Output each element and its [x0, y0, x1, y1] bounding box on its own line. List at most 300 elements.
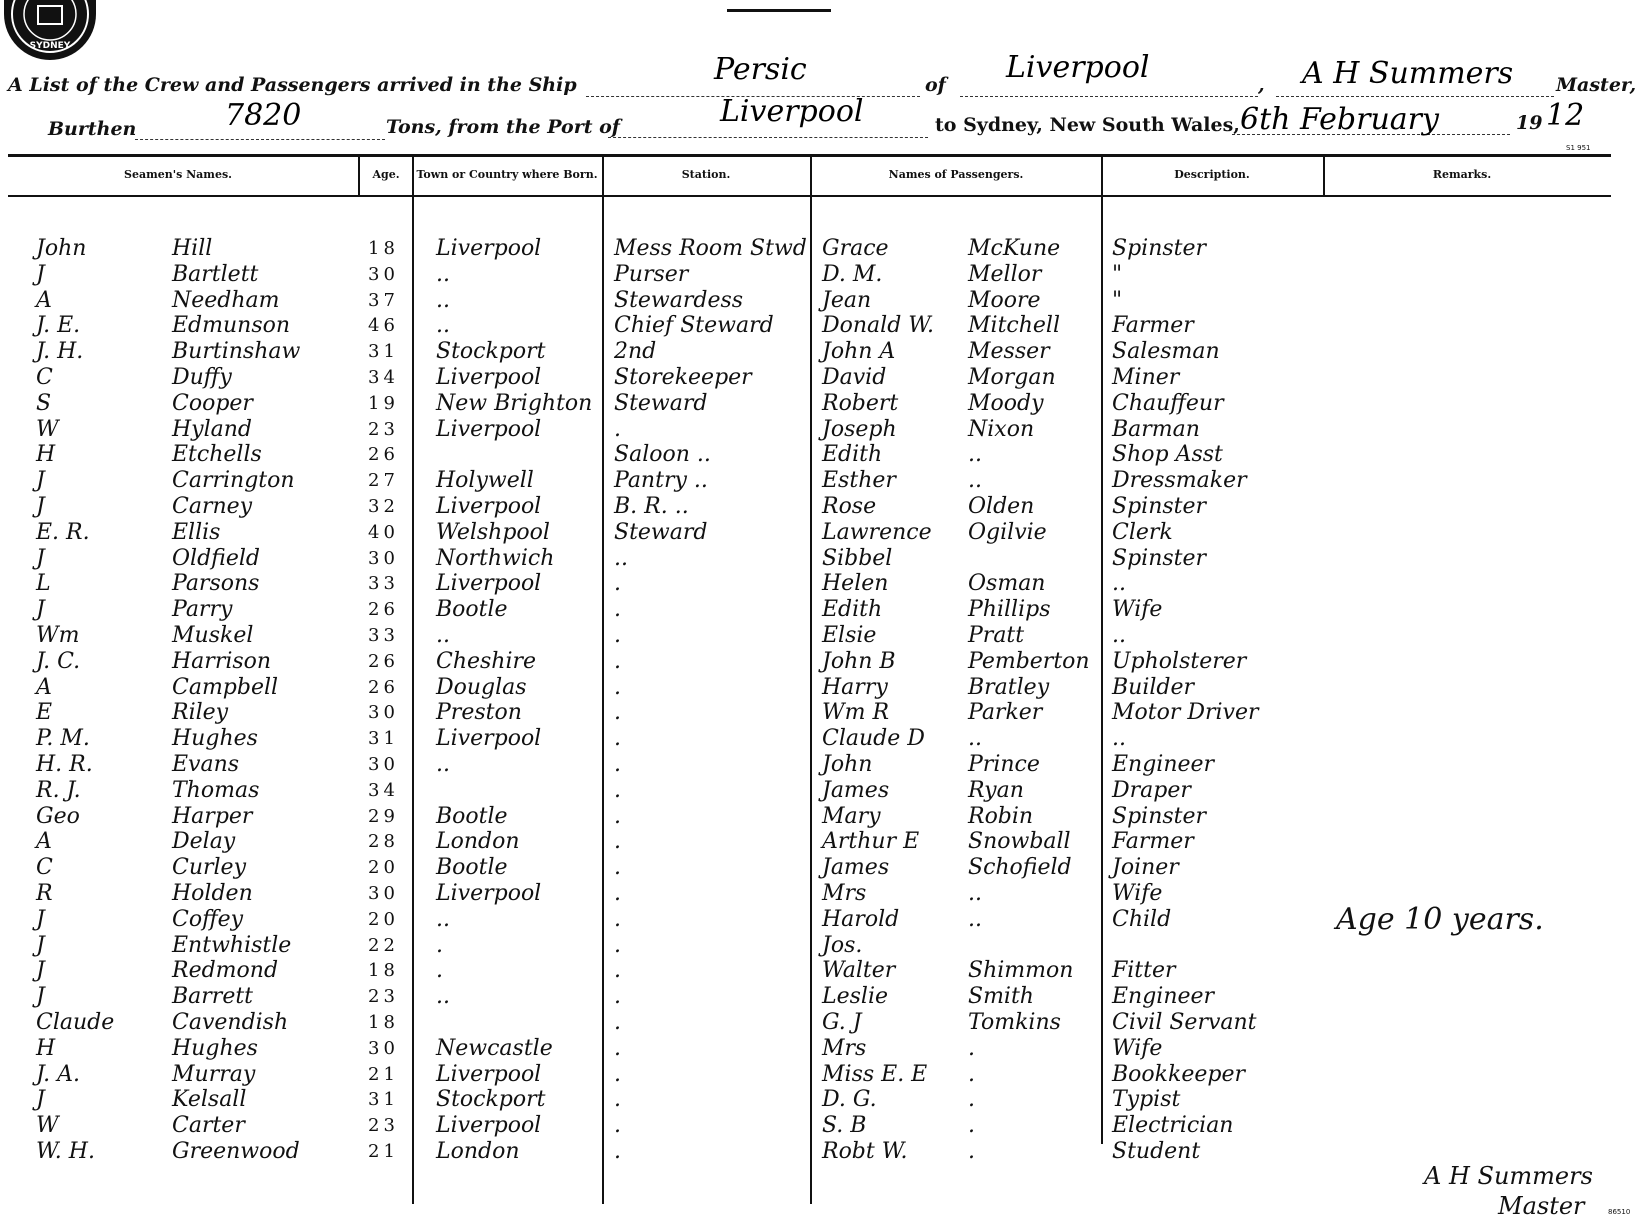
passenger-description: Joiner: [1112, 855, 1179, 880]
seaman-surname: Muskel: [172, 623, 254, 648]
from-port-line: [608, 137, 928, 138]
passenger-surname: Shimmon: [968, 958, 1074, 983]
seaman-surname: Kelsall: [172, 1087, 247, 1112]
col-head-born: Town or Country where Born.: [416, 168, 598, 181]
birthplace: Liverpool: [436, 1062, 542, 1087]
passenger-description: Engineer: [1112, 984, 1215, 1009]
station: Stewardess: [614, 288, 744, 313]
station: Pantry ..: [614, 468, 708, 493]
passenger-first-name: Mrs: [822, 881, 867, 906]
station: .: [614, 829, 621, 854]
passenger-surname: Phillips: [968, 597, 1051, 622]
passenger-first-name: Mary: [822, 804, 881, 829]
passenger-surname: ..: [968, 907, 982, 932]
passenger-first-name: Arthur E: [822, 829, 920, 854]
passenger-surname: ..: [968, 442, 982, 467]
year-suffix: 12: [1546, 98, 1585, 133]
station: .: [614, 907, 621, 932]
seaman-first-name: C: [36, 365, 53, 390]
seaman-age: 33: [368, 625, 399, 646]
seaman-surname: Redmond: [172, 958, 279, 983]
passenger-description: ": [1112, 288, 1123, 313]
seaman-first-name: J: [36, 984, 45, 1009]
seaman-age: 18: [368, 238, 399, 259]
passenger-surname: ..: [968, 881, 982, 906]
birthplace: .: [436, 958, 443, 983]
station: ..: [614, 546, 628, 571]
passenger-first-name: G. J: [822, 1010, 862, 1035]
passenger-first-name: Harry: [822, 675, 888, 700]
passenger-surname: Robin: [968, 804, 1034, 829]
station: Steward: [614, 520, 708, 545]
station: .: [614, 933, 621, 958]
birthplace: Liverpool: [436, 881, 542, 906]
seaman-age: 30: [368, 1038, 399, 1059]
seaman-surname: Harper: [172, 804, 253, 829]
passenger-description: Chauffeur: [1112, 391, 1224, 416]
seaman-surname: Murray: [172, 1062, 256, 1087]
station: .: [614, 675, 621, 700]
station: Mess Room Stwd: [614, 236, 807, 261]
seaman-surname: Parsons: [172, 571, 260, 596]
passenger-description: Upholsterer: [1112, 649, 1247, 674]
birthplace: ..: [436, 313, 450, 338]
passenger-first-name: John B: [822, 649, 896, 674]
seaman-surname: Hyland: [172, 417, 253, 442]
seaman-age: 21: [368, 1141, 399, 1162]
passenger-description: Builder: [1112, 675, 1195, 700]
seaman-first-name: Claude: [36, 1010, 115, 1035]
birthplace: Liverpool: [436, 236, 542, 261]
seaman-age: 21: [368, 1064, 399, 1085]
station: Saloon ..: [614, 442, 711, 467]
seaman-first-name: W: [36, 417, 59, 442]
seaman-surname: Bartlett: [172, 262, 259, 287]
birthplace: Liverpool: [436, 417, 542, 442]
birthplace: Liverpool: [436, 365, 542, 390]
birthplace: Liverpool: [436, 1113, 542, 1138]
passenger-first-name: Elsie: [822, 623, 877, 648]
seaman-surname: Curley: [172, 855, 247, 880]
remark-age: Age 10 years.: [1336, 902, 1544, 937]
birthplace: Holywell: [436, 468, 534, 493]
birthplace: London: [436, 1139, 520, 1164]
top-bar-mark: [727, 9, 831, 12]
seaman-age: 20: [368, 909, 399, 930]
seaman-first-name: J: [36, 907, 45, 932]
passenger-description: ..: [1112, 623, 1126, 648]
year-prefix: 19: [1516, 112, 1543, 134]
passenger-description: Draper: [1112, 778, 1191, 803]
seaman-age: 28: [368, 831, 399, 852]
to-label: to Sydney, New South Wales,: [935, 114, 1240, 136]
passenger-first-name: Wm R: [822, 700, 890, 725]
passenger-first-name: Edith: [822, 597, 883, 622]
seaman-first-name: A: [36, 675, 52, 700]
seaman-age: 34: [368, 367, 399, 388]
passenger-description: Typist: [1112, 1087, 1181, 1112]
seaman-surname: Duffy: [172, 365, 232, 390]
seaman-first-name: C: [36, 855, 53, 880]
of-port-line: [960, 96, 1258, 97]
seaman-first-name: H: [36, 442, 56, 467]
passenger-description: Spinster: [1112, 236, 1207, 261]
passenger-surname: .: [968, 1113, 975, 1138]
passenger-description: ..: [1112, 726, 1126, 751]
passenger-surname: Mitchell: [968, 313, 1060, 338]
seaman-age: 18: [368, 1012, 399, 1033]
seaman-surname: Etchells: [172, 442, 262, 467]
passenger-first-name: David: [822, 365, 887, 390]
seaman-surname: Thomas: [172, 778, 260, 803]
passenger-description: Barman: [1112, 417, 1200, 442]
birthplace: Bootle: [436, 855, 508, 880]
passenger-description: Fitter: [1112, 958, 1176, 983]
seaman-age: 20: [368, 857, 399, 878]
seaman-age: 26: [368, 599, 399, 620]
birthplace: Newcastle: [436, 1036, 553, 1061]
passenger-surname: Snowball: [968, 829, 1071, 854]
seaman-surname: Oldfield: [172, 546, 260, 571]
seaman-first-name: A: [36, 829, 52, 854]
station: .: [614, 623, 621, 648]
seaman-surname: Harrison: [172, 649, 272, 674]
seaman-age: 40: [368, 522, 399, 543]
seaman-surname: Carter: [172, 1113, 245, 1138]
seaman-age: 29: [368, 806, 399, 827]
tons-value: 7820: [225, 98, 302, 133]
passenger-first-name: Mrs: [822, 1036, 867, 1061]
passenger-surname: Pratt: [968, 623, 1025, 648]
birthplace: Liverpool: [436, 571, 542, 596]
passenger-description: Shop Asst: [1112, 442, 1223, 467]
birthplace: .: [436, 933, 443, 958]
station: Steward: [614, 391, 708, 416]
passenger-surname: Morgan: [968, 365, 1056, 390]
seaman-age: 23: [368, 1115, 399, 1136]
station: .: [614, 1062, 621, 1087]
station: .: [614, 881, 621, 906]
seaman-age: 30: [368, 754, 399, 775]
passenger-surname: .: [968, 1139, 975, 1164]
passenger-description: Wife: [1112, 881, 1163, 906]
signature-name: A H Summers: [1424, 1162, 1593, 1190]
birthplace: Liverpool: [436, 494, 542, 519]
seaman-surname: Edmunson: [172, 313, 291, 338]
seaman-first-name: J: [36, 546, 45, 571]
passenger-first-name: S. B: [822, 1113, 867, 1138]
seaman-age: 26: [368, 444, 399, 465]
passenger-surname: Smith: [968, 984, 1034, 1009]
passenger-surname: McKune: [968, 236, 1061, 261]
burthen-line: [135, 139, 385, 140]
seaman-first-name: E: [36, 700, 53, 725]
seaman-surname: Carney: [172, 494, 253, 519]
passenger-first-name: Lawrence: [822, 520, 932, 545]
passenger-description: Farmer: [1112, 829, 1194, 854]
col-head-passengers: Names of Passengers.: [888, 168, 1024, 181]
birthplace: ..: [436, 288, 450, 313]
from-port: Liverpool: [720, 94, 864, 129]
passenger-surname: .: [968, 1036, 975, 1061]
stamp-text: SYDNEY: [29, 41, 71, 51]
signature-title: Master: [1498, 1192, 1585, 1220]
station: .: [614, 700, 621, 725]
col-divider-2: [412, 154, 414, 1204]
station: .: [614, 1139, 621, 1164]
passenger-first-name: Walter: [822, 958, 896, 983]
seaman-first-name: P. M.: [36, 726, 90, 751]
seaman-first-name: J: [36, 933, 45, 958]
station: .: [614, 752, 621, 777]
tons-label: Tons, from the Port of: [386, 116, 620, 138]
passenger-first-name: Grace: [822, 236, 889, 261]
seaman-surname: Cooper: [172, 391, 253, 416]
passenger-first-name: James: [822, 778, 890, 803]
passenger-first-name: John A: [822, 339, 896, 364]
birthplace: Bootle: [436, 597, 508, 622]
seaman-first-name: Wm: [36, 623, 80, 648]
seaman-first-name: J. E.: [36, 313, 81, 338]
form-code: S1 951: [1566, 144, 1591, 152]
passenger-surname: Prince: [968, 752, 1040, 777]
station: .: [614, 571, 621, 596]
station: .: [614, 804, 621, 829]
birthplace: ..: [436, 907, 450, 932]
station: .: [614, 855, 621, 880]
birthplace: Preston: [436, 700, 522, 725]
seaman-first-name: John: [36, 236, 87, 261]
station: .: [614, 1087, 621, 1112]
passenger-surname: Parker: [968, 700, 1043, 725]
seaman-first-name: R. J.: [36, 778, 81, 803]
passenger-description: Spinster: [1112, 494, 1207, 519]
seaman-age: 30: [368, 883, 399, 904]
master-name: A H Summers: [1302, 56, 1514, 91]
passenger-first-name: Robt W.: [822, 1139, 908, 1164]
passenger-surname: ..: [968, 468, 982, 493]
seaman-surname: Barrett: [172, 984, 254, 1009]
col-head-description: Description.: [1174, 168, 1250, 181]
seaman-age: 34: [368, 780, 399, 801]
seaman-age: 31: [368, 341, 399, 362]
passenger-surname: Nixon: [968, 417, 1035, 442]
seaman-age: 23: [368, 419, 399, 440]
passenger-first-name: Jean: [822, 288, 872, 313]
seaman-first-name: Geo: [36, 804, 80, 829]
col-divider-3: [602, 154, 604, 1204]
passenger-description: Salesman: [1112, 339, 1220, 364]
seaman-age: 18: [368, 960, 399, 981]
seaman-first-name: H. R.: [36, 752, 93, 777]
seaman-first-name: J. A.: [36, 1062, 80, 1087]
station: .: [614, 1113, 621, 1138]
birthplace: Welshpool: [436, 520, 550, 545]
col-head-station: Station.: [681, 168, 731, 181]
passenger-surname: Schofield: [968, 855, 1072, 880]
seaman-first-name: J: [36, 1087, 45, 1112]
passenger-description: Child: [1112, 907, 1172, 932]
passenger-surname: .: [968, 1062, 975, 1087]
seaman-age: 32: [368, 496, 399, 517]
col-head-seamen: Seamen's Names.: [124, 168, 232, 181]
seaman-age: 26: [368, 651, 399, 672]
seaman-first-name: J: [36, 958, 45, 983]
passenger-first-name: Donald W.: [822, 313, 935, 338]
seaman-age: 37: [368, 290, 399, 311]
seaman-first-name: H: [36, 1036, 56, 1061]
station: Chief Steward: [614, 313, 774, 338]
seaman-surname: Riley: [172, 700, 229, 725]
seaman-first-name: S: [36, 391, 52, 416]
station: .: [614, 1036, 621, 1061]
station: B. R. ..: [614, 494, 689, 519]
seaman-surname: Delay: [172, 829, 236, 854]
passenger-description: Farmer: [1112, 313, 1194, 338]
passenger-description: Dressmaker: [1112, 468, 1247, 493]
seaman-surname: Carrington: [172, 468, 295, 493]
seaman-first-name: L: [36, 571, 51, 596]
passenger-description: Wife: [1112, 1036, 1163, 1061]
station: .: [614, 597, 621, 622]
passenger-surname: Tomkins: [968, 1010, 1061, 1035]
seaman-age: 31: [368, 728, 399, 749]
seaman-surname: Campbell: [172, 675, 279, 700]
passenger-first-name: Helen: [822, 571, 889, 596]
passenger-description: ": [1112, 262, 1123, 287]
seaman-surname: Holden: [172, 881, 253, 906]
col-head-remarks: Remarks.: [1432, 168, 1492, 181]
passenger-first-name: D. G.: [822, 1087, 877, 1112]
passenger-first-name: Edith: [822, 442, 883, 467]
burthen-label: Burthen: [48, 118, 137, 140]
of-label: of: [925, 74, 946, 96]
passenger-description: Miner: [1112, 365, 1180, 390]
seaman-first-name: J: [36, 597, 45, 622]
passenger-surname: Ogilvie: [968, 520, 1047, 545]
passenger-description: Electrician: [1112, 1113, 1234, 1138]
seaman-first-name: A: [36, 288, 52, 313]
station: .: [614, 417, 621, 442]
birthplace: London: [436, 829, 520, 854]
seaman-age: 30: [368, 702, 399, 723]
station: .: [614, 778, 621, 803]
passenger-description: Student: [1112, 1139, 1201, 1164]
passenger-first-name: Harold: [822, 907, 900, 932]
passenger-first-name: D. M.: [822, 262, 883, 287]
birthplace: Liverpool: [436, 726, 542, 751]
seaman-age: 31: [368, 1089, 399, 1110]
seaman-age: 26: [368, 677, 399, 698]
footer-code: 86510: [1608, 1208, 1631, 1216]
master-label: Master,: [1556, 74, 1637, 96]
seaman-first-name: J. H.: [36, 339, 84, 364]
passenger-description: Motor Driver: [1112, 700, 1259, 725]
seaman-first-name: J: [36, 494, 45, 519]
seaman-surname: Hill: [172, 236, 213, 261]
passenger-first-name: Leslie: [822, 984, 889, 1009]
station: .: [614, 649, 621, 674]
ship-name: Persic: [714, 52, 807, 87]
seaman-surname: Evans: [172, 752, 240, 777]
seaman-surname: Entwhistle: [172, 933, 292, 958]
seaman-first-name: W. H.: [36, 1139, 95, 1164]
station: .: [614, 1010, 621, 1035]
header-comma: ,: [1258, 74, 1265, 96]
col-divider-1: [358, 154, 360, 196]
passenger-surname: Olden: [968, 494, 1035, 519]
passenger-surname: ..: [968, 726, 982, 751]
seaman-age: 46: [368, 315, 399, 336]
station: Purser: [614, 262, 689, 287]
birthplace: Northwich: [436, 546, 555, 571]
passenger-surname: Moody: [968, 391, 1044, 416]
passenger-description: Clerk: [1112, 520, 1173, 545]
birthplace: ..: [436, 262, 450, 287]
seaman-age: 33: [368, 573, 399, 594]
passenger-surname: .: [968, 1087, 975, 1112]
passenger-first-name: Claude D: [822, 726, 925, 751]
passenger-description: Wife: [1112, 597, 1163, 622]
passenger-first-name: Esther: [822, 468, 896, 493]
birthplace: New Brighton: [436, 391, 593, 416]
seaman-age: 30: [368, 264, 399, 285]
seaman-surname: Hughes: [172, 1036, 258, 1061]
seaman-first-name: J: [36, 262, 45, 287]
seaman-surname: Coffey: [172, 907, 244, 932]
seaman-first-name: E. R.: [36, 520, 90, 545]
archive-stamp: [4, 0, 96, 60]
station: Storekeeper: [614, 365, 752, 390]
passenger-first-name: Rose: [822, 494, 877, 519]
seaman-surname: Ellis: [172, 520, 221, 545]
seaman-surname: Needham: [172, 288, 280, 313]
seaman-surname: Greenwood: [172, 1139, 300, 1164]
stamp-seal-icon: [4, 0, 96, 60]
passenger-surname: Bratley: [968, 675, 1050, 700]
col-divider-4: [810, 154, 812, 1204]
station: .: [614, 726, 621, 751]
passenger-description: Spinster: [1112, 546, 1207, 571]
seaman-first-name: W: [36, 1113, 59, 1138]
seaman-first-name: J. C.: [36, 649, 81, 674]
passenger-first-name: Sibbel: [822, 546, 893, 571]
passenger-surname: Osman: [968, 571, 1046, 596]
passenger-first-name: James: [822, 855, 890, 880]
station: .: [614, 958, 621, 983]
station: 2nd: [614, 339, 657, 364]
col-head-age: Age.: [372, 168, 400, 181]
seaman-surname: Hughes: [172, 726, 258, 751]
station: .: [614, 984, 621, 1009]
seaman-first-name: R: [36, 881, 53, 906]
seaman-age: 23: [368, 986, 399, 1007]
birthplace: Bootle: [436, 804, 508, 829]
seaman-first-name: J: [36, 468, 45, 493]
passenger-first-name: Robert: [822, 391, 899, 416]
passenger-first-name: Jos.: [822, 933, 863, 958]
passenger-description: Civil Servant: [1112, 1010, 1257, 1035]
seaman-surname: Parry: [172, 597, 233, 622]
of-port: Liverpool: [1006, 50, 1150, 85]
passenger-description: ..: [1112, 571, 1126, 596]
master-line: [1276, 96, 1554, 97]
passenger-first-name: Joseph: [822, 417, 897, 442]
passenger-description: Engineer: [1112, 752, 1215, 777]
col-divider-5: [1101, 154, 1103, 1144]
arrival-date: 6th February: [1240, 102, 1439, 137]
birthplace: Cheshire: [436, 649, 537, 674]
